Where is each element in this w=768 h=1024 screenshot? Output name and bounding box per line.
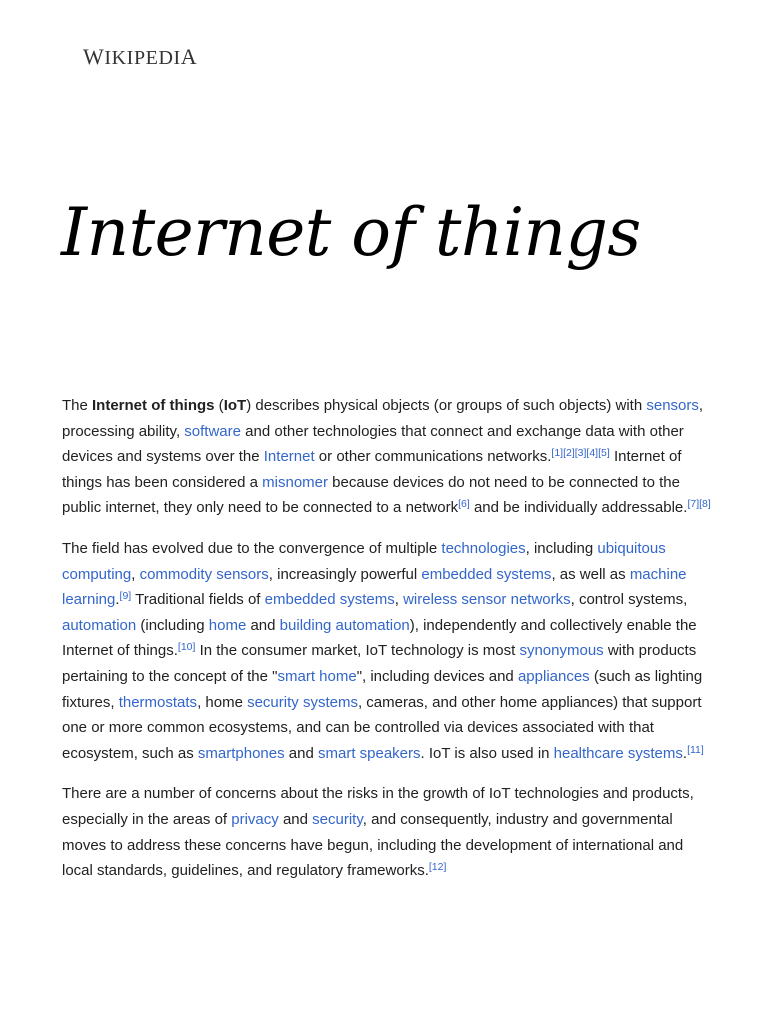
text: , control systems, [570,591,688,609]
link-appliances[interactable]: appliances [517,667,590,685]
text: Traditional fields of [131,591,265,609]
text: ", including devices and [356,667,518,685]
wordmark-initial: W [83,44,105,69]
link-misnomer[interactable]: misnomer [262,473,329,491]
text: and other technologies that connect and exchange data with other devices and systems over the [62,422,684,466]
wordmark-middle: IKIPEDI [104,47,181,69]
text: , including [525,539,598,557]
link-software[interactable]: software [184,422,241,440]
text: , as well as [551,565,630,583]
link-smart-home[interactable]: smart home [277,667,357,685]
text: , increasingly powerful [268,565,422,583]
page-title: Internet of things [61,194,641,271]
paragraph-concerns [62,781,712,883]
link-home-automation[interactable]: home [208,616,247,634]
text: and [246,616,280,634]
paragraph-history [62,536,712,766]
wordmark-final: A [180,44,198,69]
text: ), independently and collectively enable the Internet of things. [62,616,697,660]
text: The field has evolved due to the convergence of multiple [62,539,442,557]
text: , cameras, and other home appliances) that support one or more common ecosystems, and can be controlled via devices associated with that ecosystem, such as [62,693,702,762]
text: and be individually addressable. [469,499,688,517]
citation-ref[interactable]: [11] [687,743,704,756]
link-wireless-sensor-networks[interactable]: wireless sensor networks [403,591,571,609]
text: , processing ability, [62,397,704,440]
article-body [62,393,712,899]
text: and [278,810,313,828]
link-sensors[interactable]: sensors [646,397,699,414]
text: , and consequently, industry and governmental moves to address these concerns have begun, including the development of international and local standards, guidelines, and regulatory frameworks. [62,810,684,880]
paragraph-intro [62,393,712,521]
text: , [131,565,140,583]
citation-ref[interactable]: [1][2][3][4][5] [551,447,610,460]
citation-ref[interactable]: [12] [428,861,447,874]
text: , home [197,693,248,711]
link-machine-learning[interactable]: machine learning [62,565,687,609]
bold-abbr: IoT [223,397,247,414]
link-technologies[interactable]: technologies [441,539,526,557]
text: , [394,591,404,609]
link-security-systems[interactable]: security systems [247,693,358,711]
citation-ref[interactable]: [7][8] [687,498,711,511]
text: There are a number of concerns about the risks in the growth of IoT technologies and products, especially in the areas of [62,785,694,828]
text: The [62,397,93,414]
link-smartphones[interactable]: smartphones [197,744,285,762]
citation-ref[interactable]: [10] [177,641,196,654]
citation-ref[interactable]: [6] [458,498,470,511]
link-healthcare-systems[interactable]: healthcare systems [553,744,683,762]
link-smart-speakers[interactable]: smart speakers [317,744,421,762]
text: (such as lighting fixtures, [62,667,703,711]
bold-term: Internet of things [92,397,215,414]
text: or other communications networks. [314,448,552,466]
text: (including [136,616,209,634]
link-automation[interactable]: automation [62,616,137,634]
link-internet[interactable]: Internet [263,448,315,466]
link-privacy[interactable]: privacy [231,810,279,828]
link-commodity-sensors[interactable]: commodity sensors [139,565,269,583]
text: . IoT is also used in [420,744,554,762]
link-embedded-systems[interactable]: embedded systems [421,565,552,583]
text: . [682,744,688,762]
link-embedded-systems[interactable]: embedded systems [264,591,395,609]
text: In the consumer market, IoT technology is most [195,642,520,660]
text: ( [214,397,224,414]
text: ) describes physical objects (or groups of such objects) with [246,397,647,414]
text: with products pertaining to the concept of the " [62,642,697,685]
link-security[interactable]: security [312,810,363,828]
text: because devices do not need to be connected to the public internet, they only need to be connected to a network [62,473,680,517]
link-building-automation[interactable]: building automation [279,616,410,634]
citation-ref[interactable]: [9] [119,590,132,603]
link-synonymous[interactable]: synonymous [519,642,604,660]
link-thermostats[interactable]: thermostats [118,693,198,711]
text: Internet of things has been considered a [62,448,682,491]
text: . [115,591,120,609]
link-ubiquitous-computing[interactable]: ubiquitous computing [62,539,666,583]
text: and [284,744,318,762]
wikipedia-wordmark[interactable] [83,44,197,70]
